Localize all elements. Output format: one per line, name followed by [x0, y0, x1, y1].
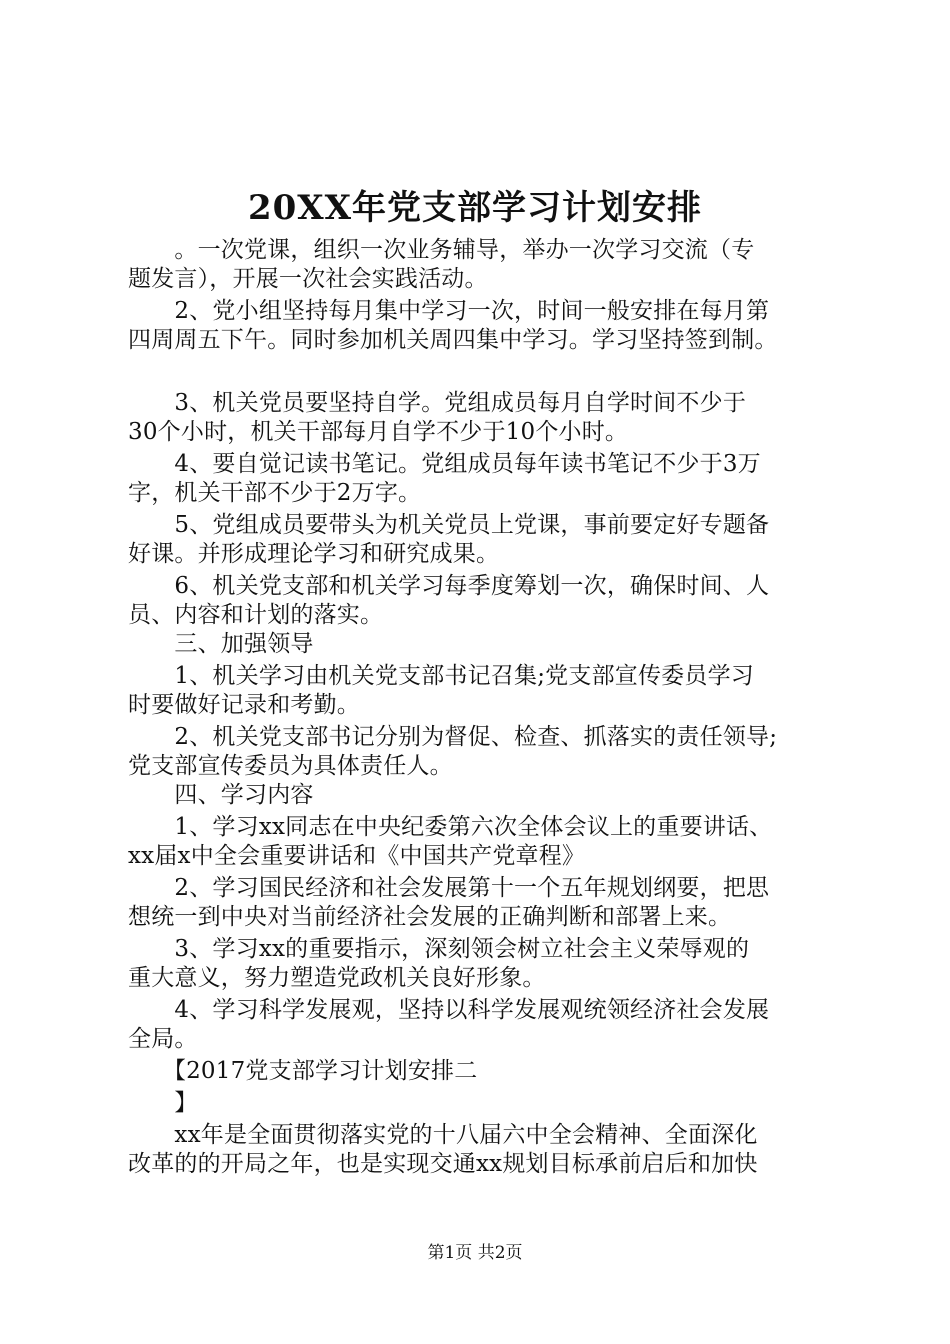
paragraph-line: 时要做好记录和考勤。	[128, 692, 360, 718]
section-heading: 【2017党支部学习计划安排二	[128, 1058, 478, 1084]
document-title: 20XX年党支部学习计划安排	[247, 188, 703, 228]
paragraph-line: 重大意义，努力塑造党政机关良好形象。	[128, 965, 546, 991]
paragraph-line: 党支部宣传委员为具体责任人。	[128, 753, 453, 779]
section-heading: 】	[128, 1090, 198, 1116]
paragraph-line: 字，机关干部不少于2万字。	[128, 480, 422, 506]
paragraph-line: 2、党小组坚持每月集中学习一次，时间一般安排在每月第	[128, 298, 770, 324]
paragraph-line: 。一次党课，组织一次业务辅导，举办一次学习交流（专	[128, 237, 755, 263]
section-heading: 四、学习内容	[128, 782, 314, 808]
paragraph-line: 4、学习科学发展观，坚持以科学发展观统领经济社会发展	[128, 997, 770, 1023]
paragraph-line: 1、学习xx同志在中央纪委第六次全体会议上的重要讲话、	[128, 814, 773, 840]
paragraph-line: 3、学习xx的重要指示，深刻领会树立社会主义荣辱观的	[128, 936, 750, 962]
paragraph-line: 改革的的开局之年，也是实现交通xx规划目标承前启后和加快	[128, 1151, 758, 1177]
paragraph-line: 2、学习国民经济和社会发展第十一个五年规划纲要，把思	[128, 875, 770, 901]
paragraph-line: 员、内容和计划的落实。	[128, 602, 384, 628]
paragraph-line: 30个小时，机关干部每月自学不少于10个小时。	[128, 419, 629, 445]
paragraph-line: 2、机关党支部书记分别为督促、检查、抓落实的责任领导;	[128, 724, 778, 750]
paragraph-line: xx年是全面贯彻落实党的十八届六中全会精神、全面深化	[128, 1122, 758, 1148]
page-number: 第1页 共2页	[427, 1243, 523, 1263]
paragraph-line: xx届x中全会重要讲话和《中国共产党章程》	[128, 843, 586, 869]
section-heading: 三、加强领导	[128, 631, 314, 657]
paragraph-line: 4、要自觉记读书笔记。党组成员每年读书笔记不少于3万	[128, 451, 761, 477]
paragraph-line: 3、机关党员要坚持自学。党组成员每月自学时间不少于	[128, 390, 747, 416]
paragraph-line: 5、党组成员要带头为机关党员上党课，事前要定好专题备	[128, 512, 770, 538]
paragraph-line: 题发言），开展一次社会实践活动。	[128, 266, 488, 292]
paragraph-line: 想统一到中央对当前经济社会发展的正确判断和部署上来。	[128, 904, 732, 930]
paragraph-line: 6、机关党支部和机关学习每季度筹划一次，确保时间、人	[128, 573, 770, 599]
paragraph-line: 好课。并形成理论学习和研究成果。	[128, 541, 500, 567]
paragraph-line: 1、机关学习由机关党支部书记召集;党支部宣传委员学习	[128, 663, 754, 689]
paragraph-line: 四周周五下午。同时参加机关周四集中学习。学习坚持签到制。	[128, 327, 778, 353]
paragraph-line: 全局。	[128, 1026, 198, 1052]
document-body	[128, 236, 834, 1179]
